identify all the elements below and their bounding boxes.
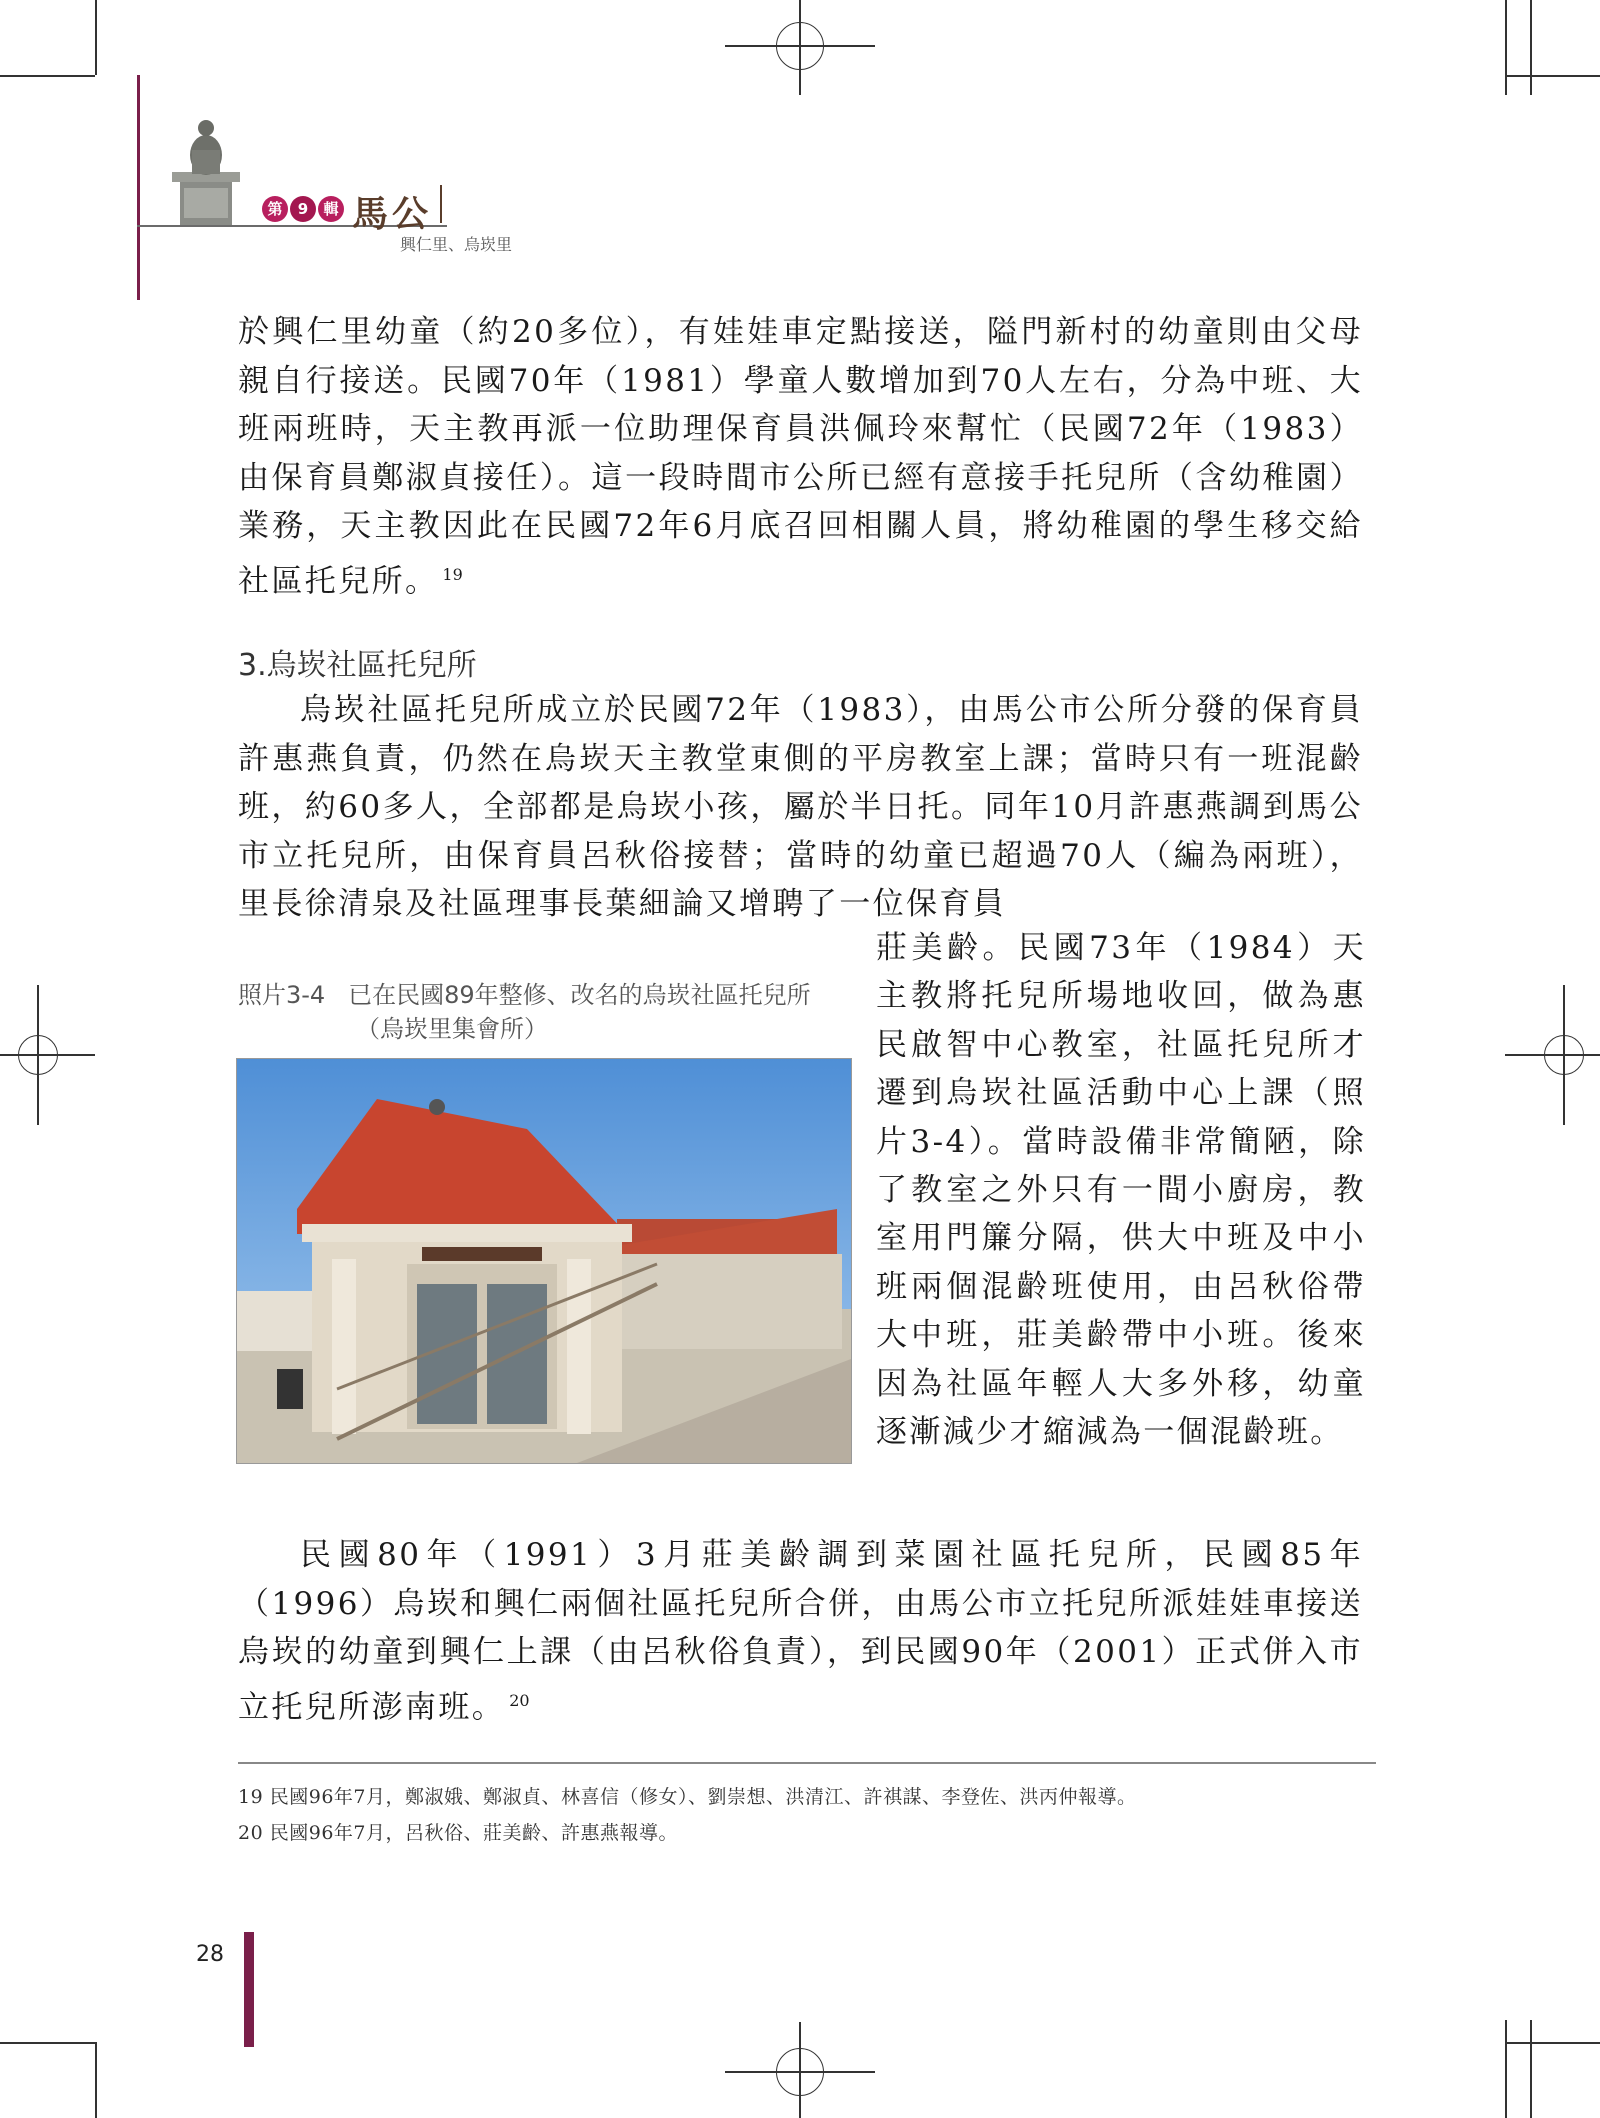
footnote: 20 民國96年7月，呂秋俗、莊美齡、許惠燕報導。 bbox=[238, 1822, 679, 1844]
caption-subtext: （烏崁里集會所） bbox=[356, 1015, 548, 1043]
page-number: 28 bbox=[196, 1942, 224, 1967]
registration-mark bbox=[799, 2022, 801, 2118]
crop-mark bbox=[0, 2042, 95, 2044]
page-accent-bar bbox=[244, 1932, 254, 2047]
footnote-ref: 20 bbox=[509, 1690, 530, 1710]
registration-mark bbox=[725, 2071, 875, 2073]
header-subtitle: 興仁里、烏崁里 bbox=[400, 235, 513, 254]
series-badge: 輯 bbox=[318, 196, 344, 222]
header-accent-line bbox=[137, 75, 140, 300]
crop-mark bbox=[1505, 2042, 1600, 2044]
kindergarten-photo bbox=[236, 1058, 852, 1464]
series-divider bbox=[440, 185, 442, 223]
series-title: 馬公 bbox=[352, 193, 433, 235]
body-paragraph: 烏崁社區托兒所成立於民國72年（1983），由馬公市公所分發的保育員許惠燕負責，仍然在烏崁天主教堂東側的平房教室上課；當時只有一班混齡班，約60多人，全部都是烏崁小孩，屬於半日托。同年10月許惠燕調到馬公市立托兒所，由保育員呂秋俗接替；當時的幼童已超過70人（編為兩班），里長徐清泉及社區理事長葉細論又增聘了一位保育員 bbox=[238, 692, 1363, 922]
crop-mark bbox=[95, 2042, 97, 2118]
crop-mark bbox=[1505, 75, 1600, 77]
photo-caption bbox=[238, 978, 811, 1046]
crop-mark bbox=[1505, 0, 1507, 95]
body-paragraph-continued: 莊美齡。民國73年（1984）天主教將托兒所場地收回，做為惠民啟智中心教室，社區托兒所才遷到烏崁社區活動中心上課（照片3-4）。當時設備非常簡陋，除了教室之外只有一間小廚房，教室用門簾分隔，供大中班及中小班兩個混齡班使用，由呂秋俗帶大中班，莊美齡帶中小班。後來因為社區年輕人大多外移，幼童逐漸減少才縮減為一個混齡班。 bbox=[876, 930, 1366, 1451]
crop-mark bbox=[1530, 0, 1532, 95]
footnote: 19 民國96年7月，鄭淑娥、鄭淑貞、林喜信（修女）、劉崇想、洪清江、許祺謀、李登佐、洪丙仲報導。 bbox=[238, 1786, 1137, 1808]
section-heading: 3.烏崁社區托兒所 bbox=[238, 648, 477, 683]
crop-mark bbox=[1530, 2020, 1532, 2118]
series-badge: 9 bbox=[290, 196, 316, 222]
body-paragraph: 於興仁里幼童（約20多位），有娃娃車定點接送，隘門新村的幼童則由父母親自行接送。民國70年（1981）學童人數增加到70人左右，分為中班、大班兩班時，天主教再派一位助理保育員洪佩玲來幫忙（民國72年（1983）由保育員鄭淑貞接任）。這一段時間市公所已經有意接手托兒所（含幼稚園）業務，天主教因此在民國72年6月底召回相關人員，將幼稚園的學生移交給社區托兒所。 $^{19}$ bbox=[238, 314, 1363, 599]
series-badge: 第 bbox=[262, 196, 288, 222]
registration-mark bbox=[799, 0, 801, 95]
crop-mark bbox=[1505, 2020, 1507, 2118]
caption-text: 已在民國89年整修、改名的烏崁社區托兒所 bbox=[348, 981, 811, 1009]
statue-image bbox=[150, 110, 260, 225]
caption-label: 照片3-4 bbox=[238, 981, 326, 1009]
registration-mark bbox=[0, 1054, 95, 1056]
registration-mark bbox=[725, 45, 875, 47]
body-paragraph: 民國80年（1991）3月莊美齡調到菜園社區托兒所，民國85年（1996）烏崁和興仁兩個社區托兒所合併，由馬公市立托兒所派娃娃車接送烏崁的幼童到興仁上課（由呂秋俗負責），到民國90年（2001）正式併入市立托兒所澎南班。 $^{20}$ bbox=[238, 1537, 1363, 1725]
footnote-rule bbox=[238, 1762, 1376, 1764]
registration-mark bbox=[1505, 1054, 1600, 1056]
footnote-ref: 19 bbox=[442, 564, 463, 584]
crop-mark bbox=[95, 0, 97, 75]
crop-mark bbox=[0, 75, 95, 77]
